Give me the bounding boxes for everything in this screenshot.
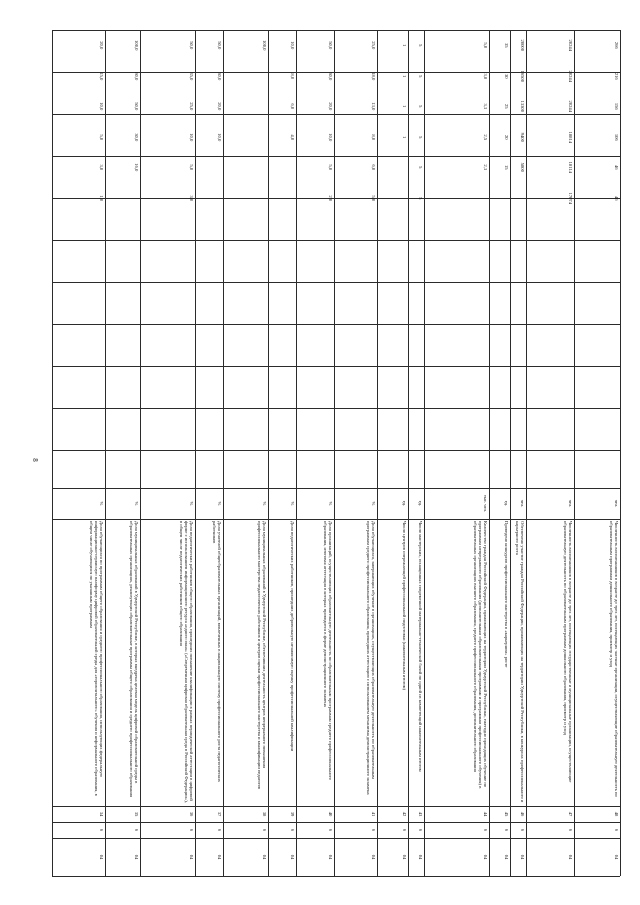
cell-value: 10,0	[99, 102, 104, 111]
cell-value: 8,0	[371, 133, 376, 140]
cell-value: 100,0	[134, 40, 139, 51]
cell-unit: %	[99, 501, 104, 506]
cell-row-number: 37	[217, 811, 222, 817]
cell-value: 2,3	[483, 164, 488, 171]
cell-value: 15	[504, 165, 509, 170]
cell-value: 1	[402, 105, 407, 108]
cell-value: 20244	[568, 100, 573, 113]
cell-code-2: 6	[402, 828, 407, 832]
cell-code-1: 04	[371, 854, 376, 860]
table-column-border	[52, 408, 620, 409]
cell-value: 4,0	[290, 133, 295, 140]
cell-value: 3,8	[483, 72, 488, 79]
cell-value: 1	[402, 135, 407, 138]
cell-value: 25,0	[371, 41, 376, 50]
cell-value: 5	[418, 105, 423, 108]
cell-value: 156	[614, 102, 619, 110]
cell-code-2: 6	[418, 828, 423, 832]
cell-value: 2,5	[483, 133, 488, 140]
cell-code-1: 04	[483, 854, 488, 860]
cell-indicator-name: Количество граждан Российской Федерации, проживающих на территории Удмуртской Республики, ежегодно проходящих обучение по программам непрерывного образования (дополнительным образовательным программам и программам профессионального обучения) в образовательных организациях высшего образования, среднего профессионального образования, дополнительного образования	[472, 521, 488, 789]
cell-unit: тыс. чел.	[483, 494, 488, 513]
cell-value: 9400	[520, 132, 525, 142]
cell-value: 15,0	[99, 71, 104, 80]
table-column-border	[52, 450, 620, 451]
cell-unit: %	[371, 501, 376, 506]
cell-code-1: 04	[217, 854, 222, 860]
cell-code-2: 6	[134, 828, 139, 832]
cell-value: 25,0	[189, 102, 194, 111]
cell-value: 35,0	[189, 71, 194, 80]
cell-unit: чел.	[614, 499, 619, 508]
cell-unit: %	[290, 501, 295, 506]
cell-value: 30,0	[134, 132, 139, 141]
cell-unit: %	[189, 501, 194, 506]
cell-value: 10,0	[328, 132, 333, 141]
cell-row-number: 34	[99, 811, 104, 817]
cell-value: 20244	[568, 39, 573, 51]
cell-code-2: 6	[262, 828, 267, 832]
cell-value: 17074	[568, 192, 573, 204]
cell-code-2: 6	[483, 828, 488, 832]
cell-code-2: 6	[99, 828, 104, 832]
cell-value: 46	[614, 165, 619, 170]
cell-unit: %	[328, 501, 333, 506]
cell-row-number: 48	[614, 811, 619, 817]
cell-value: 18814	[568, 131, 573, 143]
cell-code-2: 6	[371, 828, 376, 832]
cell-indicator-name: Доля обучающихся по программам общего образования и среднего профессионального образования, использующих федеральную информационно-сервисную платформу цифровой образовательной среды для «горизонтального» обучения и неформального образования, в общем числе обучающихся по указанным программам	[88, 521, 104, 796]
cell-value: 5	[418, 135, 423, 138]
cell-unit: ед.	[418, 500, 423, 507]
cell-row-number: 47	[568, 811, 573, 817]
cell-value: 20244	[568, 70, 573, 82]
cell-value: 10,0	[217, 132, 222, 141]
cell-value: 5800	[520, 162, 525, 172]
cell-value: 18114	[568, 161, 573, 174]
cell-code-2: 6	[520, 828, 525, 832]
cell-row-number: 35	[134, 811, 139, 817]
cell-value: 30	[504, 73, 509, 79]
cell-indicator-name: Доля организаций, осуществляющих образовательную деятельность по образовательным программам среднего профессионального образования, итоговая аттестация в которых проводится в форме демонстрационного экзамена	[322, 521, 333, 780]
cell-value: 2,0	[328, 195, 333, 201]
cell-value: 50,0	[328, 41, 333, 50]
cell-value: 216	[614, 72, 619, 80]
cell-value: 20,0	[328, 102, 333, 111]
cell-unit: %	[134, 501, 139, 506]
cell-code-2: 6	[290, 828, 295, 832]
cell-indicator-name: Проведено конкурсов профессионального мастерства в «карьерном» росте	[504, 521, 509, 668]
cell-code-2: 6	[614, 828, 619, 832]
cell-value: 6,0	[371, 164, 376, 171]
cell-value: 266	[614, 41, 619, 49]
table-column-border	[52, 282, 620, 283]
cell-value: 50,0	[189, 41, 194, 50]
cell-value: 18,0	[371, 71, 376, 80]
table-column-border	[52, 324, 620, 325]
cell-unit: %	[217, 501, 222, 506]
cell-value: 20,0	[217, 102, 222, 111]
cell-indicator-name: Доля педагогических работников общего образования, прошедших повышение квалификации в рамках периодической аттестации в цифровой форме с использованием информационного ресурса «одного окна» («Современная цифровая образовательная среда в Российской Федерации»), в общем числе педагогических работников общего образования	[178, 521, 194, 803]
cell-code-1: 04	[568, 854, 573, 860]
cell-code-2: 6	[189, 828, 194, 832]
cell-code-2: 6	[568, 828, 573, 832]
cell-indicator-name: Доля учителей общеобразовательных организаций, вовлеченных в национальную систему профессионального роста педагогических работников	[211, 521, 222, 783]
cell-code-1: 04	[99, 854, 104, 860]
cell-row-number: 41	[371, 811, 376, 817]
cell-value: 3,3	[483, 103, 488, 110]
cell-value: 35	[504, 42, 509, 48]
cell-value: 1,0	[99, 195, 104, 201]
cell-value: 5	[418, 44, 423, 47]
cell-value: 5	[418, 166, 423, 169]
cell-value: 5,0	[328, 164, 333, 171]
cell-indicator-name: Обеспечено участие граждан Российской Федерации, проживающих на территории Удмуртской Республики, в конкурсах профессионального и карьерного роста	[514, 521, 525, 803]
cell-value: 10,0	[290, 41, 295, 50]
cell-indicator-name: Число мастерских, оснащенных современной материально-технической базой по одной из компетенций накопительным итогом	[418, 521, 423, 772]
cell-value: 1	[402, 74, 407, 77]
cell-row-number: 36	[189, 811, 194, 817]
cell-indicator-name: Число центров опережающей профессиональной подготовки (накопительным итогом)	[402, 521, 407, 691]
cell-value: 106	[614, 133, 619, 141]
cell-value: 3,0	[99, 164, 104, 171]
cell-row-number: 43	[418, 811, 423, 817]
cell-code-1: 04	[328, 854, 333, 860]
cell-value: 16500	[520, 70, 525, 82]
cell-value: 8,0	[290, 72, 295, 79]
cell-value: 20,0	[99, 41, 104, 50]
cell-value: 3,0	[189, 195, 194, 201]
cell-indicator-name: Доля муниципальных образований в Удмуртской Республике, обеспечивших деятельность центров непрерывного повышения профессионального мастерства педагогических работников и центров оценки профессионального мастерства и квалификации педагогов	[256, 521, 267, 790]
cell-value: 50,0	[134, 102, 139, 111]
cell-value: 13,0	[371, 102, 376, 111]
cell-code-1: 04	[262, 854, 267, 860]
cell-code-2: 6	[504, 828, 509, 832]
cell-unit: ед.	[504, 500, 509, 507]
cell-value: 5	[418, 196, 423, 200]
cell-value: 100,0	[262, 40, 267, 51]
table-row-border	[620, 30, 621, 876]
cell-code-1: 04	[614, 854, 619, 860]
cell-value: 80,0	[134, 71, 139, 80]
cell-code-1: 04	[290, 854, 295, 860]
cell-code-2: 6	[217, 828, 222, 832]
cell-indicator-name: Численность воспитанников в возрасте до трех лет, посещающих частные организации, осуществляющие образовательную деятельность по образовательным программам дошкольного образования, присмотр и уход	[608, 521, 619, 797]
cell-code-2: 6	[328, 828, 333, 832]
cell-value: 5,0	[99, 133, 104, 140]
cell-indicator-name: Доля муниципальных образований в Удмуртской Республике, в которых внедрена целевая модель цифровой образовательной среды в образовательных организациях, реализующих образовательные программы общего образования и среднего профессионального образования	[128, 521, 139, 798]
table-column-border	[52, 366, 620, 367]
cell-row-number: 45	[504, 811, 509, 817]
cell-row-number: 44	[483, 811, 488, 817]
cell-value: 5,0	[189, 164, 194, 171]
cell-code-1: 04	[189, 854, 194, 860]
cell-indicator-name: Доля педагогических работников, прошедших добровольную независимую оценку профессиональной квалификации	[290, 521, 295, 752]
cell-code-1: 04	[418, 854, 423, 860]
cell-row-number: 38	[262, 811, 267, 817]
cell-value: 30,0	[217, 71, 222, 80]
cell-indicator-name: Численность воспитанников в возрасте до трех лет, посещающих государственные и муниципальные организации, осуществляющие образовательную деятельность по образовательным программам дошкольного образования, присмотр и уход	[562, 521, 573, 783]
cell-code-1: 04	[134, 854, 139, 860]
table-column-border	[52, 876, 620, 877]
cell-value: 1	[402, 44, 407, 47]
cell-value: 30,0	[328, 71, 333, 80]
cell-value: 46	[614, 195, 619, 201]
cell-unit: %	[262, 501, 267, 506]
cell-value: 20	[504, 134, 509, 140]
cell-unit: ед.	[402, 500, 407, 507]
cell-value: 6,0	[290, 103, 295, 110]
cell-value: 10,0	[189, 132, 194, 141]
cell-value: 5,0	[371, 195, 376, 201]
cell-indicator-name: Доля обучающихся, завершающих обучение в организациях, осуществляющих образовательную деятельность по образовательным программам среднего профессионального образования, прошедших аттестацию с использованием механизма демонстрационного экзамена	[365, 521, 376, 795]
cell-unit: чел.	[568, 499, 573, 508]
cell-row-number: 40	[328, 811, 333, 817]
cell-value: 25	[504, 104, 509, 109]
cell-value: 16,0	[134, 163, 139, 172]
cell-row-number: 39	[290, 811, 295, 817]
cell-row-number: 46	[520, 811, 525, 817]
page-number: 8	[31, 458, 39, 462]
cell-value: 50,0	[217, 41, 222, 50]
table-column-border	[52, 240, 620, 241]
cell-value: 5	[418, 74, 423, 77]
cell-code-1: 04	[504, 854, 509, 860]
cell-value: 13300	[520, 100, 525, 113]
cell-value: 5,0	[483, 42, 488, 49]
cell-code-1: 04	[520, 854, 525, 860]
cell-row-number: 42	[402, 811, 407, 817]
cell-unit: чел.	[520, 499, 525, 508]
cell-value: 20000	[520, 39, 525, 51]
cell-code-1: 04	[402, 854, 407, 860]
